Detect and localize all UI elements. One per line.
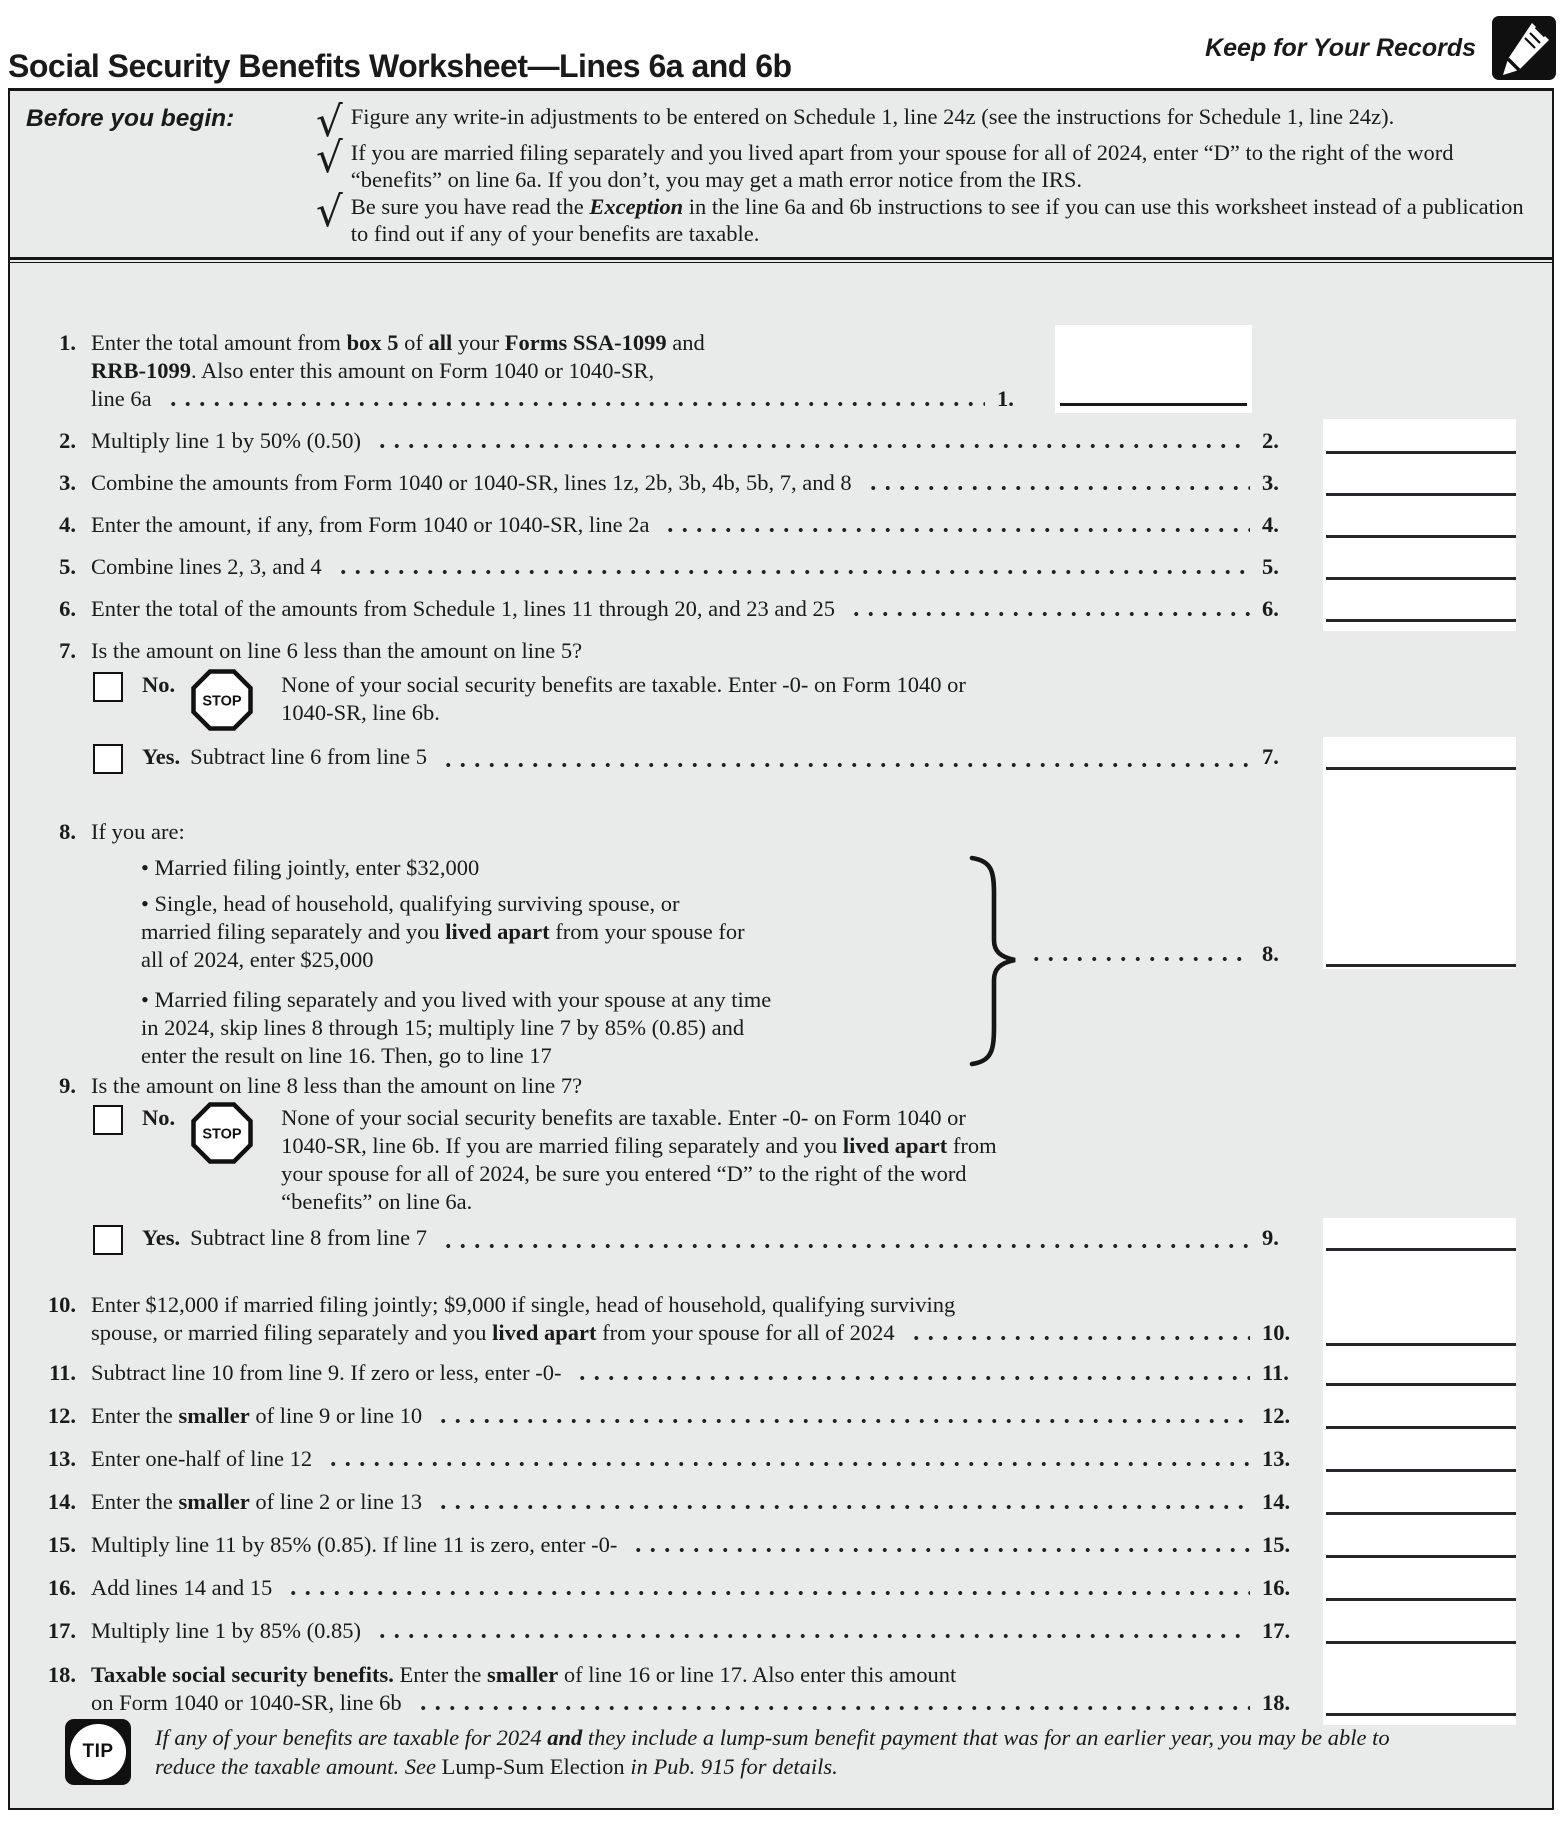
dot-leader — [575, 1375, 1250, 1381]
line-8-intro: If you are: — [91, 819, 185, 844]
line-13-amount-field[interactable] — [1326, 1445, 1516, 1472]
line-12-row — [10, 1402, 1552, 1430]
answer-number: 2. — [1262, 428, 1279, 453]
line-number: 3. — [59, 470, 76, 495]
line-6-amount-field[interactable] — [1326, 595, 1516, 622]
line-16-row — [10, 1574, 1552, 1602]
line-9-no-option — [10, 1104, 1552, 1216]
line-15-row — [10, 1531, 1552, 1559]
worksheet-panel — [8, 88, 1554, 1810]
line-number: 6. — [59, 596, 76, 621]
answer-number: 7. — [1262, 744, 1279, 769]
line-4-row — [10, 511, 1552, 539]
pencil-icon — [1492, 16, 1556, 80]
bullet-text: married filing separately and you lived apart from your spouse for — [141, 919, 745, 944]
dot-leader — [436, 1504, 1250, 1510]
section-lines-9-18 — [10, 1224, 1552, 1717]
line-text: Enter the amount, if any, from Form 1040 or 1040-SR, line 2a — [91, 512, 650, 537]
checklist-item — [316, 133, 1538, 193]
line-number: 8. — [59, 819, 76, 844]
answer-number: 4. — [1262, 512, 1279, 537]
answer-number: 12. — [1262, 1403, 1291, 1428]
line-number: 18. — [47, 1662, 76, 1687]
line-text: Multiply line 1 by 85% (0.85) — [91, 1618, 361, 1643]
dot-leader — [1029, 956, 1250, 962]
bullet-text: • Married filing jointly, enter $32,000 — [141, 855, 480, 880]
no-text-line: 1040-SR, line 6b. — [281, 700, 440, 725]
dot-leader — [375, 1633, 1250, 1639]
line-10-amount-field[interactable] — [1326, 1319, 1516, 1346]
stop-icon — [191, 1102, 253, 1171]
line-text: Enter the total of the amounts from Schedule 1, lines 11 through 20, and 23 and 25 — [91, 596, 836, 621]
dot-leader — [663, 527, 1250, 533]
line-2-row — [10, 427, 1552, 455]
line-number: 14. — [47, 1489, 76, 1514]
line-number: 7. — [59, 638, 76, 663]
answer-number: 18. — [1262, 1690, 1291, 1715]
keep-for-records-label: Keep for Your Records — [1205, 34, 1476, 62]
answer-number: 5. — [1262, 554, 1279, 579]
line-9-amount-field[interactable] — [1326, 1224, 1516, 1251]
no-text-line: None of your social security benefits are taxable. Enter -0- on Form 1040 or — [281, 1105, 966, 1130]
dot-leader — [336, 569, 1250, 575]
dot-leader — [849, 611, 1250, 617]
line-9-yes-option — [10, 1224, 1552, 1255]
no-text-line: your spouse for all of 2024, be sure you entered “D” to the right of the word — [281, 1161, 967, 1186]
line-number: 16. — [47, 1575, 76, 1600]
tip-note — [10, 1719, 1552, 1785]
line-14-row — [10, 1488, 1552, 1516]
line-text: Enter the smaller of line 2 or line 13 — [91, 1489, 423, 1514]
line-8-bullet — [141, 854, 971, 882]
before-you-begin-section — [10, 91, 1552, 257]
no-label: No. — [142, 1105, 176, 1130]
yes-option-text: Subtract line 6 from line 5 — [190, 744, 427, 769]
checkmark-icon: √ — [316, 187, 343, 236]
line-text: Add lines 14 and 15 — [91, 1575, 273, 1600]
line-number: 2. — [59, 428, 76, 453]
answer-number: 1. — [997, 386, 1014, 411]
line-14-amount-field[interactable] — [1326, 1488, 1516, 1515]
dot-leader — [326, 1461, 1250, 1467]
bullet-text: • Married filing separately and you lived with your spouse at any time — [141, 987, 772, 1012]
dot-leader — [909, 1335, 1250, 1341]
line-11-amount-field[interactable] — [1326, 1359, 1516, 1386]
line-text: Combine the amounts from Form 1040 or 1040-SR, lines 1z, 2b, 3b, 4b, 5b, 7, and 8 — [91, 470, 852, 495]
no-text-line: 1040-SR, line 6b. If you are married filing separately and you lived apart from — [281, 1133, 997, 1158]
line-8-amount-field[interactable] — [1326, 940, 1516, 967]
line-13-row — [10, 1445, 1552, 1473]
line-18-row — [10, 1661, 1552, 1717]
line-7-yes-option — [10, 743, 1552, 774]
line-3-row — [10, 469, 1552, 497]
dot-leader — [441, 1243, 1250, 1249]
answer-number: 11. — [1262, 1360, 1289, 1385]
line-number: 12. — [47, 1403, 76, 1428]
no-text-line: None of your social security benefits are taxable. Enter -0- on Form 1040 or — [281, 672, 966, 697]
answer-number: 15. — [1262, 1532, 1291, 1557]
answer-number: 16. — [1262, 1575, 1291, 1600]
line-text: Multiply line 11 by 85% (0.85). If line 11 is zero, enter -0- — [91, 1532, 618, 1557]
no-option-text — [281, 671, 1111, 727]
bullet-text: • Single, head of household, qualifying surviving spouse, or — [141, 891, 680, 916]
no-text-line: “benefits” on line 6a. — [281, 1189, 473, 1214]
line-12-amount-field[interactable] — [1326, 1402, 1516, 1429]
before-checklist — [316, 97, 1538, 247]
line-1-row — [10, 329, 1552, 413]
dot-leader — [866, 485, 1250, 491]
line-text: spouse, or married filing separately and you lived apart from your spouse for all of 2024 — [91, 1320, 895, 1345]
line-7-row — [10, 637, 1552, 665]
line-text: line 6a — [91, 386, 152, 411]
line-10-row — [10, 1291, 1552, 1347]
answer-number: 8. — [1262, 941, 1279, 966]
line-question: Is the amount on line 8 less than the amount on line 7? — [91, 1073, 583, 1098]
worksheet-lines — [10, 263, 1552, 1785]
answer-number: 3. — [1262, 470, 1279, 495]
brace-glyph — [968, 854, 1020, 1075]
line-text: on Form 1040 or 1040-SR, line 6b — [91, 1690, 402, 1715]
header-right — [1205, 16, 1556, 80]
line-number: 5. — [59, 554, 76, 579]
line-8-bullet — [141, 890, 971, 974]
checklist-item-text: Figure any write-in adjustments to be entered on Schedule 1, line 24z (see the instructions for Schedule 1, line 24z). — [350, 104, 1395, 129]
line-text: Taxable social security benefits. Enter the smaller of line 16 or line 17. Also enter this amount — [91, 1662, 957, 1687]
no-label: No. — [142, 672, 176, 697]
line-text: Enter the smaller of line 9 or line 10 — [91, 1403, 423, 1428]
line-text: Enter one-half of line 12 — [91, 1446, 313, 1471]
yes-label: Yes. — [142, 744, 181, 769]
dot-leader — [286, 1590, 1250, 1596]
section-lines-2-6 — [10, 427, 1552, 623]
line-16-amount-field[interactable] — [1326, 1574, 1516, 1601]
line-5-amount-field[interactable] — [1326, 553, 1516, 580]
answer-number: 10. — [1262, 1320, 1291, 1345]
line-7-amount-field[interactable] — [1326, 743, 1516, 770]
line-number: 10. — [47, 1292, 76, 1317]
page-title: Social Security Benefits Worksheet—Lines 6a and 6b — [8, 48, 792, 84]
line-text: Multiply line 1 by 50% (0.50) — [91, 428, 361, 453]
bullet-text: all of 2024, enter $25,000 — [141, 947, 374, 972]
bullet-text: in 2024, skip lines 8 through 15; multiply line 7 by 85% (0.85) and — [141, 1015, 745, 1040]
answer-number: 13. — [1262, 1446, 1291, 1471]
dot-leader — [375, 443, 1250, 449]
line-8-answer-cluster — [1015, 940, 1552, 968]
checklist-item-text: Be sure you have read the Exception in the line 6a and 6b instructions to see if you can use this worksheet instead of a publication to find out if any of your benefits are taxable. — [350, 194, 1524, 246]
line-9-no-checkbox[interactable] — [93, 1105, 123, 1135]
line-text: Combine lines 2, 3, and 4 — [91, 554, 322, 579]
line-text: Enter the total amount from box 5 of all your Forms SSA-1099 and — [91, 330, 705, 355]
line-5-row — [10, 553, 1552, 581]
tip-icon-label: TIP — [82, 1741, 114, 1762]
line-number: 4. — [59, 512, 76, 537]
svg-text:STOP: STOP — [202, 1126, 242, 1143]
line-number: 1. — [59, 330, 76, 355]
line-4-amount-field[interactable] — [1326, 511, 1516, 538]
tip-text: If any of your benefits are taxable for 2024 and they include a lump-sum benefit payment that was for an earlier year, you may be able to reduce the taxable amount. See Lump-Sum Election in Pub. 915 for details. — [155, 1725, 1390, 1779]
line-number: 17. — [47, 1618, 76, 1643]
bullet-text: enter the result on line 16. Then, go to line 17 — [141, 1043, 552, 1068]
checkmark-icon: √ — [316, 97, 343, 146]
line-text: RRB-1099. Also enter this amount on Form 1040 or 1040-SR, — [91, 358, 655, 383]
yes-option-text: Subtract line 8 from line 7 — [190, 1225, 427, 1250]
checklist-item — [316, 97, 1538, 146]
answer-number: 17. — [1262, 1618, 1291, 1643]
checklist-item-text: If you are married filing separately and you lived apart from your spouse for all of 2024, enter “D” to the right of the word “benefits” on line 6a. If you don’t, you may get a math error notice from the IRS. — [350, 140, 1454, 192]
line-text: Enter $12,000 if married filing jointly; $9,000 if single, head of household, qualifying surviving — [91, 1292, 956, 1317]
line-18-amount-field[interactable] — [1326, 1689, 1516, 1716]
line-15-amount-field[interactable] — [1326, 1531, 1516, 1558]
yes-label: Yes. — [142, 1225, 181, 1250]
line-number: 9. — [59, 1073, 76, 1098]
line-text: Subtract line 10 from line 9. If zero or less, enter -0- — [91, 1360, 562, 1385]
line-7-no-checkbox[interactable] — [93, 672, 123, 702]
line-17-row — [10, 1617, 1552, 1645]
stop-icon — [191, 669, 253, 738]
line-7-yes-checkbox[interactable] — [93, 744, 123, 774]
line-number: 11. — [49, 1360, 76, 1385]
line-1-amount-field[interactable] — [1055, 325, 1252, 413]
line-8-row — [10, 818, 1552, 1070]
dot-leader — [166, 401, 985, 407]
svg-text:STOP: STOP — [202, 693, 242, 710]
answer-number: 9. — [1262, 1225, 1279, 1250]
line-number: 15. — [47, 1532, 76, 1557]
line-9-row — [10, 1072, 1552, 1100]
line-question: Is the amount on line 6 less than the amount on line 5? — [91, 638, 583, 663]
line-8-bullet — [141, 986, 971, 1070]
section-lines-7-8 — [10, 743, 1552, 1070]
answer-number: 6. — [1262, 596, 1279, 621]
line-6-row — [10, 595, 1552, 623]
dot-leader — [441, 762, 1250, 768]
line-3-amount-field[interactable] — [1326, 469, 1516, 496]
line-11-row — [10, 1359, 1552, 1387]
line-number: 13. — [47, 1446, 76, 1471]
line-7-no-option — [10, 671, 1552, 743]
dot-leader — [416, 1705, 1250, 1711]
line-17-amount-field[interactable] — [1326, 1617, 1516, 1644]
page-header — [0, 0, 1562, 88]
dot-leader — [631, 1547, 1250, 1553]
before-you-begin-label: Before you begin: — [26, 105, 235, 132]
checklist-item — [316, 187, 1538, 247]
no-option-text — [281, 1104, 1111, 1216]
line-2-amount-field[interactable] — [1326, 427, 1516, 454]
dot-leader — [436, 1418, 1250, 1424]
checkmark-icon: √ — [316, 133, 343, 182]
tip-icon — [65, 1719, 131, 1785]
answer-number: 14. — [1262, 1489, 1291, 1514]
line-9-yes-checkbox[interactable] — [93, 1225, 123, 1255]
